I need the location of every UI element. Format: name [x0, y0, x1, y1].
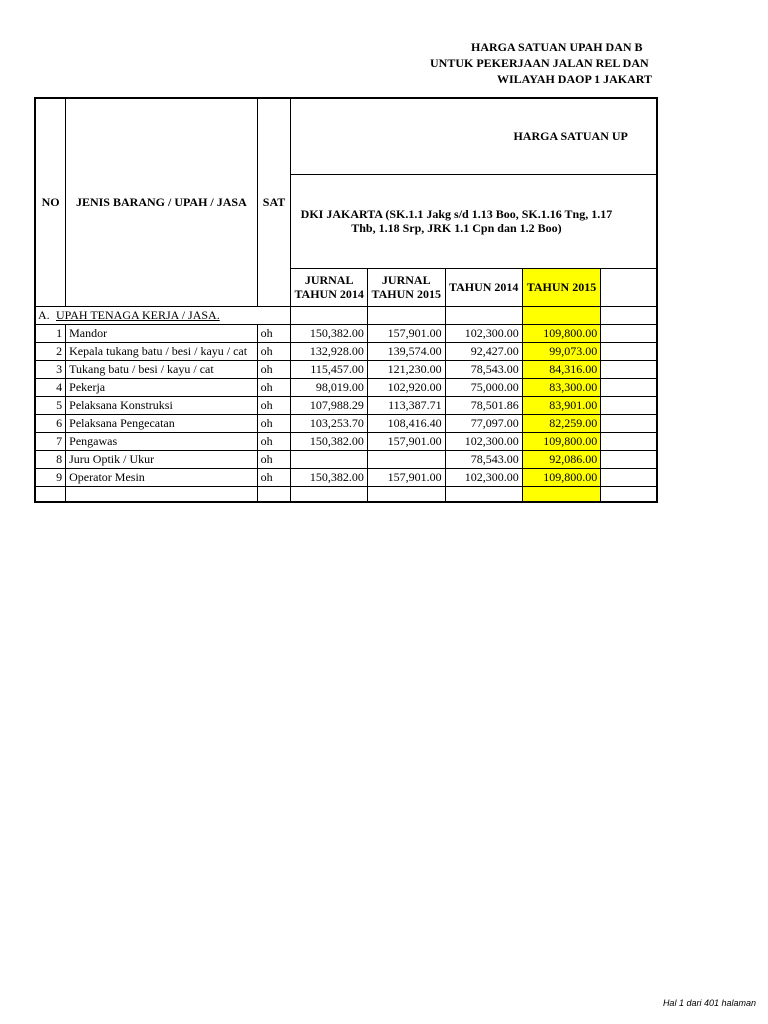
empty-cell	[445, 306, 522, 324]
row-jurnal-2015: 102,920.00	[367, 378, 445, 396]
empty-cell	[522, 486, 600, 502]
row-jurnal-2014: 150,382.00	[291, 432, 367, 450]
row-tahun-2014: 102,300.00	[445, 432, 522, 450]
row-jurnal-2014: 103,253.70	[291, 414, 367, 432]
empty-cell	[601, 378, 657, 396]
table-row	[35, 342, 657, 360]
header-region-text: DKI JAKARTA (SK.1.1 Jakg s/d 1.13 Boo, SK.1.16 Tng, 1.17 Thb, 1.18 Srp, JRK 1.1 Cpn dan 1.2 Boo)	[300, 207, 613, 235]
row-no: 2	[35, 342, 66, 360]
table-row	[35, 432, 657, 450]
row-jurnal-2015: 157,901.00	[367, 468, 445, 486]
row-tahun-2015: 83,300.00	[522, 378, 600, 396]
row-jurnal-2015	[367, 450, 445, 468]
row-name: Pengawas	[66, 432, 257, 450]
header-region	[291, 174, 657, 268]
row-tahun-2015: 84,316.00	[522, 360, 600, 378]
empty-cell	[601, 432, 657, 450]
empty-cell	[601, 450, 657, 468]
header-no: NO	[35, 98, 66, 306]
row-jurnal-2014: 132,928.00	[291, 342, 367, 360]
empty-cell	[257, 486, 291, 502]
row-sat: oh	[257, 360, 291, 378]
doc-title-line-1: HARGA SATUAN UPAH DAN B	[471, 40, 643, 54]
header-extra	[601, 268, 657, 306]
row-name: Pelaksana Pengecatan	[66, 414, 257, 432]
row-name: Operator Mesin	[66, 468, 257, 486]
header-jurnal-2015: JURNAL TAHUN 2015	[367, 268, 445, 306]
row-no: 6	[35, 414, 66, 432]
table-row	[35, 450, 657, 468]
row-sat: oh	[257, 324, 291, 342]
empty-cell	[601, 396, 657, 414]
row-name: Pekerja	[66, 378, 257, 396]
row-sat: oh	[257, 378, 291, 396]
section-row	[35, 306, 291, 324]
table-row	[35, 360, 657, 378]
row-jurnal-2015: 113,387.71	[367, 396, 445, 414]
empty-cell	[291, 306, 367, 324]
row-name: Tukang batu / besi / kayu / cat	[66, 360, 257, 378]
empty-cell	[291, 486, 367, 502]
row-sat: oh	[257, 342, 291, 360]
empty-cell	[601, 468, 657, 486]
row-no: 1	[35, 324, 66, 342]
row-jurnal-2014: 98,019.00	[291, 378, 367, 396]
header-sat: SAT	[257, 98, 291, 306]
row-tahun-2014: 78,501.86	[445, 396, 522, 414]
section-label: A.	[38, 307, 50, 322]
row-tahun-2014: 102,300.00	[445, 468, 522, 486]
section-title: UPAH TENAGA KERJA / JASA.	[56, 307, 220, 322]
empty-cell	[522, 306, 600, 324]
table-row	[35, 378, 657, 396]
empty-cell	[601, 342, 657, 360]
row-name: Pelaksana Konstruksi	[66, 396, 257, 414]
empty-cell	[601, 414, 657, 432]
row-tahun-2015: 109,800.00	[522, 324, 600, 342]
row-tahun-2014: 75,000.00	[445, 378, 522, 396]
empty-cell	[367, 306, 445, 324]
price-table-wrapper	[34, 97, 658, 503]
row-tahun-2014: 77,097.00	[445, 414, 522, 432]
row-name: Kepala tukang batu / besi / kayu / cat	[66, 342, 257, 360]
table-row	[35, 468, 657, 486]
row-sat: oh	[257, 414, 291, 432]
table-row	[35, 396, 657, 414]
row-tahun-2015: 109,800.00	[522, 468, 600, 486]
row-no: 4	[35, 378, 66, 396]
row-tahun-2015: 83,901.00	[522, 396, 600, 414]
header-jurnal-2014: JURNAL TAHUN 2014	[291, 268, 367, 306]
header-tahun-2015: TAHUN 2015	[522, 268, 600, 306]
row-sat: oh	[257, 432, 291, 450]
empty-cell	[35, 486, 66, 502]
row-name: Juru Optik / Ukur	[66, 450, 257, 468]
row-tahun-2015: 92,086.00	[522, 450, 600, 468]
row-jurnal-2014	[291, 450, 367, 468]
row-jurnal-2015: 139,574.00	[367, 342, 445, 360]
row-jurnal-2014: 150,382.00	[291, 324, 367, 342]
header-jenis: JENIS BARANG / UPAH / JASA	[66, 98, 257, 306]
table-row	[35, 414, 657, 432]
row-sat: oh	[257, 396, 291, 414]
row-tahun-2015: 99,073.00	[522, 342, 600, 360]
page-footer: Hal 1 dari 401 halaman	[662, 998, 756, 1008]
header-group-title-text: HARGA SATUAN UP	[513, 129, 628, 144]
header-group-title	[291, 98, 657, 174]
row-tahun-2015: 82,259.00	[522, 414, 600, 432]
row-no: 5	[35, 396, 66, 414]
row-jurnal-2014: 115,457.00	[291, 360, 367, 378]
row-name: Mandor	[66, 324, 257, 342]
row-jurnal-2014: 150,382.00	[291, 468, 367, 486]
row-tahun-2015: 109,800.00	[522, 432, 600, 450]
row-jurnal-2015: 108,416.40	[367, 414, 445, 432]
row-tahun-2014: 92,427.00	[445, 342, 522, 360]
empty-cell	[367, 486, 445, 502]
empty-cell	[66, 486, 257, 502]
row-tahun-2014: 78,543.00	[445, 450, 522, 468]
row-jurnal-2015: 121,230.00	[367, 360, 445, 378]
header-tahun-2014: TAHUN 2014	[445, 268, 522, 306]
empty-cell	[601, 486, 657, 502]
row-no: 7	[35, 432, 66, 450]
empty-cell	[601, 324, 657, 342]
row-sat: oh	[257, 450, 291, 468]
empty-cell	[445, 486, 522, 502]
table-row	[35, 324, 657, 342]
doc-title-line-2: UNTUK PEKERJAAN JALAN REL DAN	[430, 56, 649, 70]
row-jurnal-2015: 157,901.00	[367, 432, 445, 450]
doc-title-line-3: WILAYAH DAOP 1 JAKART	[497, 72, 653, 86]
row-sat: oh	[257, 468, 291, 486]
row-tahun-2014: 78,543.00	[445, 360, 522, 378]
empty-cell	[601, 306, 657, 324]
price-table	[34, 97, 658, 503]
row-no: 3	[35, 360, 66, 378]
row-no: 9	[35, 468, 66, 486]
row-jurnal-2014: 107,988.29	[291, 396, 367, 414]
row-jurnal-2015: 157,901.00	[367, 324, 445, 342]
row-tahun-2014: 102,300.00	[445, 324, 522, 342]
row-no: 8	[35, 450, 66, 468]
empty-cell	[601, 360, 657, 378]
